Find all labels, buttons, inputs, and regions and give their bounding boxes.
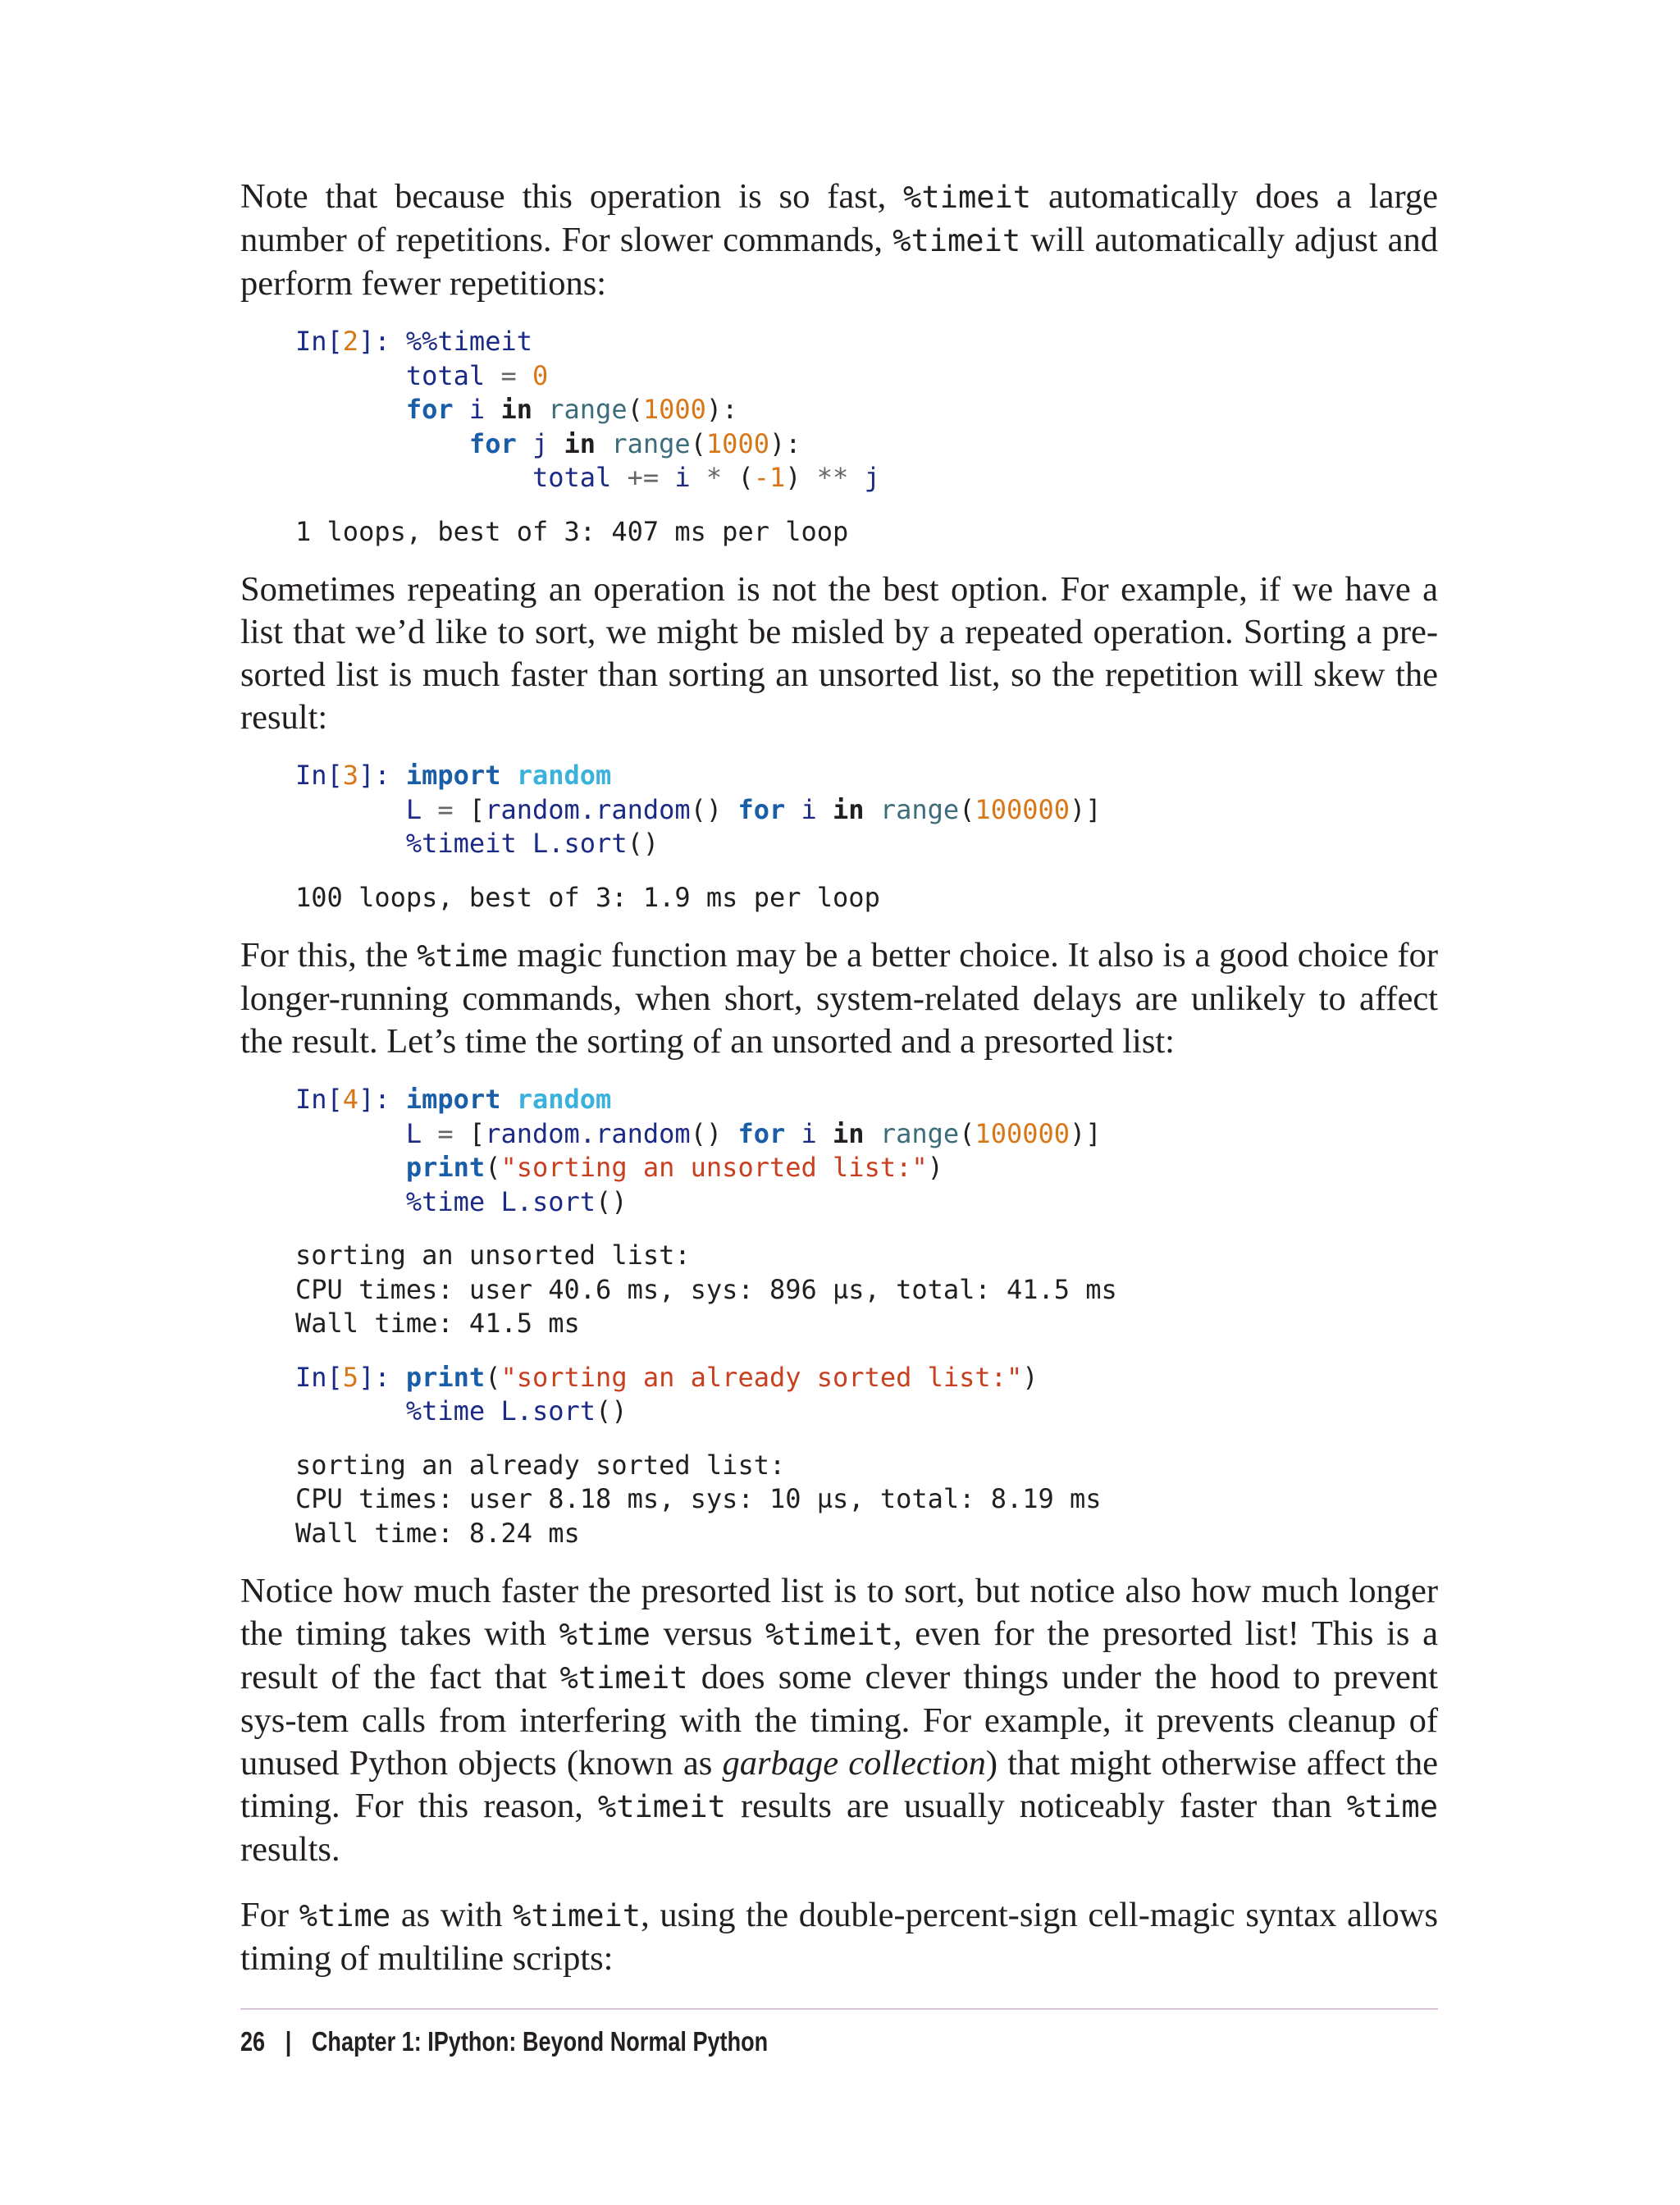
prompt: In[ [295,326,343,357]
magic-command: %time [405,1395,486,1427]
variable: L [405,793,422,825]
keyword: in [500,394,532,425]
inline-code: %timeit [765,1617,893,1652]
prompt: In[ [295,1084,343,1115]
keyword: for [468,427,517,459]
text: does some clever things under the hood to prevent sys-tem calls from interfering with the timing. For example, it prevents cleanup of unused Python objects (known as [240,1658,1438,1783]
prompt: In[ [295,1361,343,1393]
output-line: sorting an already sorted list: [295,1449,786,1481]
inline-code: %time [417,938,509,974]
prompt-number: 2 [342,326,359,357]
page-footer [240,2008,1438,2057]
variable: j [532,427,549,459]
code-output-in5 [295,1449,1438,1551]
builtin-print: print [405,1152,486,1183]
page-number: 26 [240,2026,266,2057]
variable: i [674,462,691,493]
text: automatically does a large number of repetitions. For slower commands, [240,177,1438,259]
prompt: In[ [295,760,343,791]
function-call: random.random [485,793,691,825]
code-cell-in5: In[5]: print("sorting an already sorted list:") %time L.sort() [295,1361,1039,1427]
inline-code: %time [299,1898,391,1933]
code-cell-in4: In[4]: import random L = [random.random() for i in range(100000)] print("sorting an unsorted list:") %time L.sort() [295,1084,1102,1217]
prompt-number: 4 [342,1084,359,1115]
output-line: Wall time: 8.24 ms [295,1517,580,1549]
code-cell-in3: In[3]: import random L = [random.random() for i in range(100000)] %timeit L.sort() [295,760,1102,859]
variable: total [405,359,486,391]
keyword: for [737,793,786,825]
text: , even for the presorted list! This is a result of the fact that [240,1614,1438,1696]
number: 100000 [975,793,1071,825]
output-line: Wall time: 41.5 ms [295,1308,580,1339]
text: Notice how much faster the presorted list is to sort, but notice also how much longer the timing takes with [240,1572,1438,1653]
text: For [240,1896,299,1934]
variable: i [801,793,817,825]
text: as with [390,1896,514,1934]
code-cell-in2: In[2]: %%timeit total = 0 for i in range(1000): for j in range(1000): total += i * (-1) ** j [295,326,880,493]
number: 0 [532,359,549,391]
function-call: L.sort [532,828,628,859]
module-name: random [516,760,612,791]
keyword: import [405,1084,501,1115]
magic-command: %timeit [405,828,517,859]
operator: = [422,793,469,825]
footer-text [240,2026,768,2057]
prompt: ]: [358,1084,406,1115]
string-literal: "sorting an unsorted list:" [500,1152,928,1183]
output-line: 1 loops, best of 3: 407 ms per loop [295,515,849,547]
function-call: L.sort [500,1395,596,1427]
variable: i [801,1117,817,1149]
text: Note that because this operation is so fast, [240,177,904,216]
text: will automatically adjust and perform fewer repetitions: [240,221,1438,303]
text: ) that might otherwise affect the timing. For this reason, [240,1744,1438,1825]
emphasis: garbage collection [722,1744,986,1783]
output-line: 100 loops, best of 3: 1.9 ms per loop [295,881,880,913]
operator: = [422,1117,469,1149]
builtin: range [879,1117,960,1149]
number: 1000 [705,427,769,459]
number: 1000 [642,394,706,425]
magic-command: %%timeit [405,326,532,357]
prompt-number: 3 [342,760,359,791]
text: versus [650,1614,765,1653]
inline-code: %timeit [892,223,1021,258]
output-line: CPU times: user 8.18 ms, sys: 10 µs, total: 8.19 ms [295,1483,1102,1514]
code-output-in3 [295,881,1438,915]
paragraph-garbage-collection [240,1570,1438,1871]
text: magic function may be a better choice. It also is a good choice for longer-running commands, when short, system-related delays are unlikely to affect the result. Let’s time the sorting of an unsorted and a presorted list: [240,936,1438,1061]
keyword: in [833,1117,865,1149]
code-output-in4 [295,1239,1438,1341]
variable: j [864,462,880,493]
builtin: range [879,793,960,825]
operator: ** [801,462,865,493]
variable: i [468,394,486,425]
inline-code: %timeit [597,1789,726,1824]
paragraph-time-magic [240,934,1438,1063]
variable: L [405,1117,422,1149]
paragraph-cell-magic [240,1894,1438,1980]
chapter-title: Chapter 1: IPython: Beyond Normal Python [311,2026,769,2057]
prompt: ]: [358,1361,406,1393]
text: results are usually noticeably faster than [725,1787,1347,1825]
builtin-print: print [405,1361,486,1393]
operator: * [690,462,738,493]
operator: += [611,462,675,493]
keyword: import [405,760,501,791]
page-body [240,176,1438,1980]
inline-code: %timeit [513,1898,641,1933]
number: -1 [753,462,786,493]
function-call: L.sort [500,1185,596,1217]
inline-code: %timeit [559,1660,688,1696]
builtin: range [548,394,628,425]
text: results. [240,1830,340,1869]
output-line: sorting an unsorted list: [295,1239,691,1271]
keyword: in [833,793,865,825]
text: For this, the [240,936,418,975]
prompt-number: 5 [342,1361,359,1393]
footer-separator: | [285,2026,292,2057]
prompt: ]: [358,760,406,791]
keyword: for [737,1117,786,1149]
function-call: random.random [485,1117,691,1149]
variable: total [532,462,612,493]
keyword: in [564,427,596,459]
inline-code: %time [1346,1789,1438,1824]
text: , using the double-percent-sign cell-magic syntax allows timing of multiline scripts: [240,1896,1438,1978]
code-output-in2 [295,515,1438,550]
builtin: range [611,427,691,459]
keyword: for [405,394,454,425]
number: 100000 [975,1117,1071,1149]
magic-command: %time [405,1185,486,1217]
output-line: CPU times: user 40.6 ms, sys: 896 µs, total: 41.5 ms [295,1273,1117,1305]
module-name: random [516,1084,612,1115]
paragraph-repetition-skew: Sometimes repeating an operation is not the best option. For example, if we have a list that we’d like to sort, we might be misled by a repeated operation. Sorting a pre-sorted list is much faster than sorting an unsorted list, so the repetition will skew the result: [240,570,1438,737]
prompt: ]: [358,326,406,357]
paragraph-timeit-repetitions [240,176,1438,305]
inline-code: %time [559,1617,651,1652]
inline-code: %timeit [903,180,1032,215]
operator: = [485,359,532,391]
string-literal: "sorting an already sorted list:" [500,1361,1023,1393]
